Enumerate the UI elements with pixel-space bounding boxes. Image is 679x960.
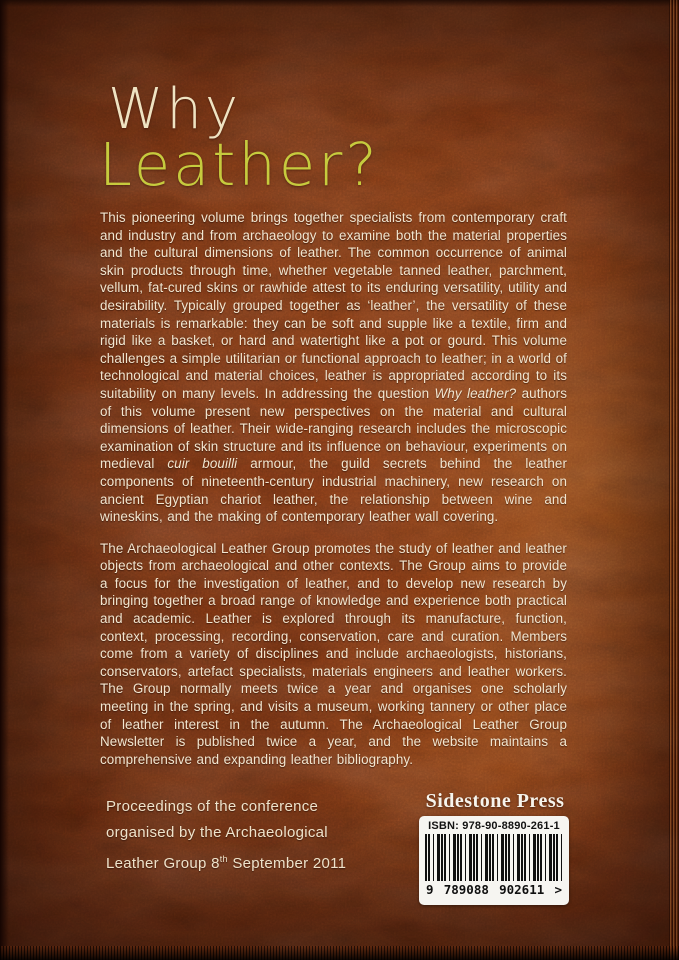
- blurb-paragraph-2: The Archaeological Leather Group promotes the study of leather and leather objects from archaeological and other contexts. The Group aims to provide a focus for the investigation of leather, and to develop new research by bringing together a broad range of knowledge and experience both practical and academic. Leather is explored through its manufacture, function, context, processing, recording, conservation, care and curation. Members come from a variety of disciplines and include archaeologists, historians, conservators, artefact specialists, materials engineers and leather workers. The Group normally meets twice a year and organises one scholarly meeting in the spring, and visits a museum, working tannery or other place of leather interest in the autumn. The Archaeological Leather Group Newsletter is published twice a year, and the website maintains a comprehensive and expanding leather bibliography.: [100, 540, 567, 767]
- publisher-name: Sidestone Press: [425, 790, 565, 812]
- barcode-digits: [425, 882, 563, 897]
- proceedings-note: [106, 794, 346, 877]
- book-page-edge-bottom: [0, 946, 679, 960]
- title-line-why: Why: [108, 77, 242, 142]
- isbn-text: ISBN: 978-90-8890-261-1: [428, 820, 560, 832]
- barcode-arrow: >: [554, 882, 562, 897]
- proceedings-line-2: organised by the Archaeological: [106, 824, 328, 841]
- barcode-digit-lead: 9: [426, 882, 434, 897]
- publisher-block: [419, 790, 571, 905]
- barcode-digit-group-1: 789088: [443, 882, 489, 897]
- ordinal-superscript: th: [219, 854, 228, 864]
- back-cover-blurb: [100, 209, 567, 782]
- barcode-bars: [425, 834, 563, 881]
- book-edge-top: [0, 0, 679, 7]
- blurb-paragraph-1: This pioneering volume brings together specialists from contemporary craft and industry and from archaeology to examine both the material properties and the cultural dimensions of leather. The common occurrence of animal skin products through time, whether vegetable tanned leather, parchment, vellum, fat-cured skins or rawhide attest to its enduring versatility, utility and desirability. Typically grouped together as ‘leather’, the versatility of these materials is remarkable: they can be soft and supple like a textile, firm and rigid like a basket, or hard and watertight like a pot or gourd. This volume challenges a simple utilitarian or functional approach to leather; in a world of technological and material choices, leather is appropriated according to its suitability on many levels. In addressing the question Why leather? authors of this volume present new perspectives on the material and cultural dimensions of leather. Their wide-ranging research includes the microscopic examination of skin structure and its influence on behaviour, experiments on medieval cuir bouilli armour, the guild secrets behind the leather components of nineteenth-century industrial machinery, new research on ancient Egyptian chariot leather, the relationship between wine and wineskins, and the making of contemporary leather wall covering.: [100, 210, 568, 525]
- barcode-digit-group-2: 902611: [499, 882, 545, 897]
- proceedings-line-1: Proceedings of the conference: [106, 798, 319, 815]
- proceedings-line-3: Leather Group 8th September 2011: [106, 854, 347, 872]
- barcode-box: [419, 816, 569, 905]
- book-edge-left: [0, 0, 9, 960]
- book-page-edge-right: [669, 0, 679, 960]
- book-title: [99, 77, 380, 199]
- title-line-leather: Leather?: [99, 130, 380, 199]
